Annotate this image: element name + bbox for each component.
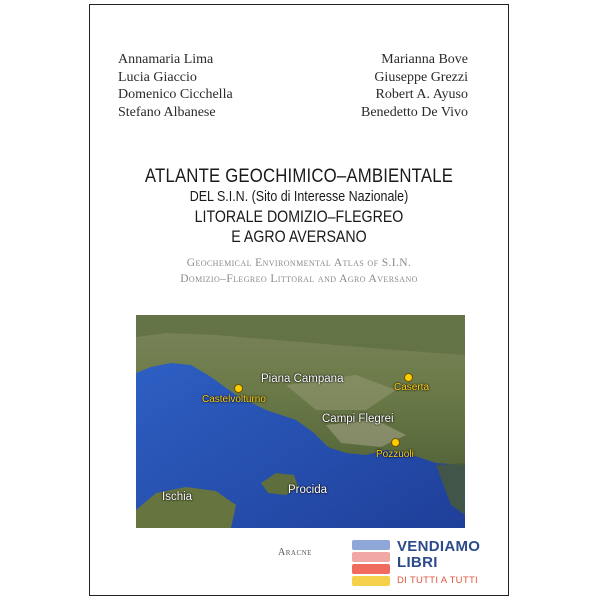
book-title: [90, 165, 508, 247]
title-line: E AGRO AVERSANO: [231, 228, 367, 246]
subtitle-line: Geochemical Environmental Atlas of S.I.N.: [186, 257, 412, 269]
marker-pozzuoli: [391, 438, 400, 447]
publisher-name: Aracne: [278, 547, 312, 558]
english-subtitle: [90, 255, 508, 287]
label-procida: Procida: [288, 484, 327, 496]
author: Domenico Cicchella: [118, 87, 233, 102]
marker-caserta: [404, 373, 413, 382]
author: Annamaria Lima: [118, 52, 214, 67]
logo-stripe: [352, 576, 390, 586]
label-ischia: Ischia: [162, 491, 193, 503]
watermark-tagline: DI TUTTI A TUTTI: [397, 575, 478, 586]
authors-right: [361, 51, 468, 121]
author: Robert A. Ayuso: [375, 87, 468, 102]
logo-stripe: [352, 540, 390, 550]
label-campi-flegrei: Campi Flegrei: [322, 413, 394, 425]
vendiamo-libri-watermark: [352, 537, 502, 591]
book-cover: [89, 4, 509, 596]
title-line: DEL S.I.N. (Sito di Interesse Nazionale): [189, 189, 409, 205]
watermark-title: [397, 539, 480, 571]
author: Stefano Albanese: [118, 104, 216, 120]
label-pozzuoli: Pozzuoli: [376, 449, 414, 460]
author: Giuseppe Grezzi: [374, 69, 468, 85]
watermark-line: LIBRI: [397, 554, 438, 571]
marker-castelvolturno: [234, 384, 243, 393]
label-castelvolturno: Castelvolturno: [202, 394, 266, 405]
author: Marianna Bove: [381, 52, 468, 67]
author: Lucia Giaccio: [118, 69, 197, 85]
label-piana-campana: Piana Campana: [261, 373, 344, 385]
satellite-map: [136, 315, 465, 528]
label-caserta: Caserta: [394, 382, 430, 393]
authors-left: [118, 51, 233, 121]
title-line: ATLANTE GEOCHIMICO–AMBIENTALE: [144, 165, 454, 187]
author: Benedetto De Vivo: [361, 104, 468, 120]
subtitle-line: Domizio–Flegreo Littoral and Agro Aversano: [180, 273, 418, 285]
logo-stripe: [352, 552, 390, 562]
logo-stripe: [352, 564, 390, 574]
title-line: LITORALE DOMIZIO–FLEGREO: [194, 208, 404, 226]
watermark-line: VENDIAMO: [397, 538, 481, 555]
